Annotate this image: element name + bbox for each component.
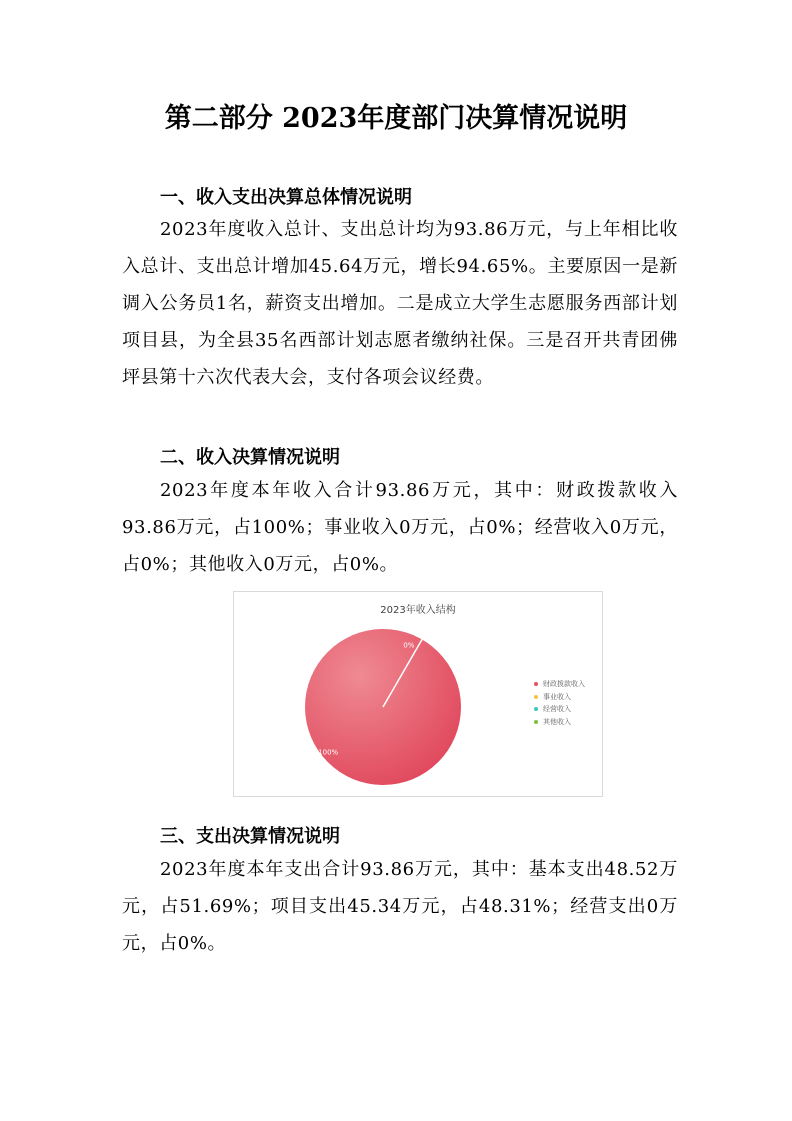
legend-label: 财政拨款收入 <box>543 680 585 689</box>
section-text-income: 2023年度本年收入合计93.86万元，其中：财政拨款收入93.86万元，占100%；事业收入0万元，占0%；经营收入0万元，占0%；其他收入0万元，占0%。 <box>122 480 678 575</box>
section-heading-income: 二、收入决算情况说明 <box>160 447 340 468</box>
data-label-main: 100% <box>318 748 339 757</box>
legend-label: 事业收入 <box>543 692 571 701</box>
section-heading-expense: 三、支出决算情况说明 <box>160 826 340 847</box>
legend-swatch <box>534 707 538 711</box>
legend-swatch <box>534 695 538 699</box>
legend-item <box>534 716 585 729</box>
legend-item <box>534 703 585 716</box>
legend-swatch <box>534 682 538 686</box>
page-title: 第二部分 2023年度部门决算情况说明 <box>164 103 628 134</box>
legend-item <box>534 678 585 691</box>
chart-legend <box>534 678 585 728</box>
section-text-expense: 2023年度本年支出合计93.86万元，其中：基本支出48.52万元，占51.69%；项目支出45.34万元，占48.31%；经营支出0万元，占0%。 <box>122 859 678 954</box>
data-label-zero: 0% <box>403 641 415 650</box>
income-pie-chart <box>233 591 603 797</box>
legend-label: 经营收入 <box>543 705 571 714</box>
legend-label: 其他收入 <box>543 717 571 726</box>
section-heading-overview: 一、收入支出决算总体情况说明 <box>160 187 412 208</box>
chart-title: 2023年收入结构 <box>380 605 456 616</box>
section-text-overview: 2023年度收入总计、支出总计均为93.86万元，与上年相比收入总计、支出总计增加45.64万元，增长94.65%。主要原因一是新调入公务员1名，薪资支出增加。二是成立大学生志愿服务西部计划项目县，为全县35名西部计划志愿者缴纳社保。三是召开共青团佛坪县第十六次代表大会，支付各项会议经费。 <box>122 219 678 388</box>
legend-item <box>534 691 585 704</box>
legend-swatch <box>534 720 538 724</box>
